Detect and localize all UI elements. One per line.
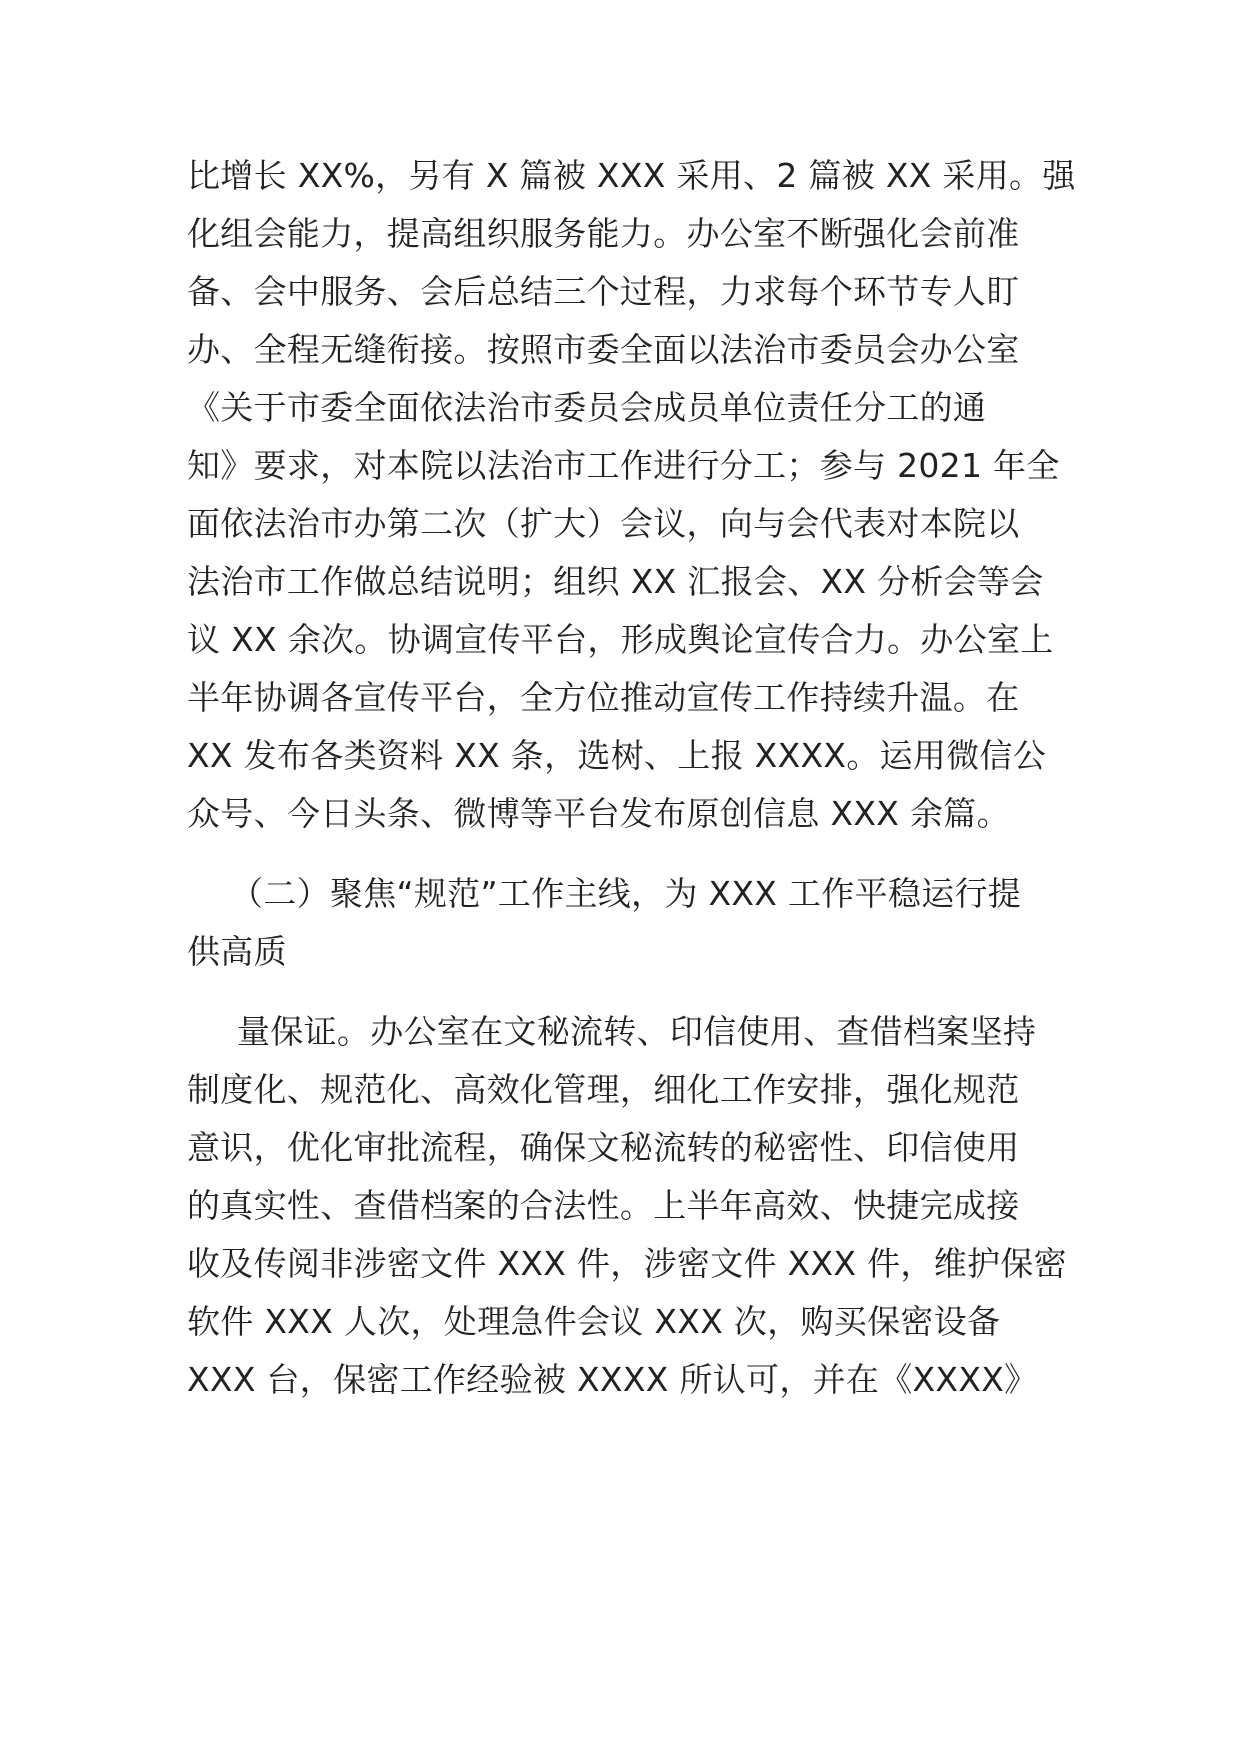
text-line: 化组会能力，提高组织服务能力。办公室不断强化会前准 <box>187 214 1020 253</box>
text-line: 《关于市委全面依法治市委员会成员单位责任分工的通 <box>187 388 987 427</box>
text-line: XX 发布各类资料 XX 条，选树、上报 XXXX。运用微信公 <box>187 736 1047 775</box>
text-line: 备、会中服务、会后总结三个过程，力求每个环节专人盯 <box>187 272 1020 311</box>
text-line: 软件 XXX 人次，处理急件会议 XXX 次，购买保密设备 <box>187 1302 1001 1341</box>
text-line: 办、全程无缝衔接。按照市委全面以法治市委员会办公室 <box>187 330 1020 369</box>
text-line: 量保证。办公室在文秘流转、印信使用、查借档案坚持 <box>237 1012 1037 1051</box>
text-line: 比增长 XX%，另有 X 篇被 XXX 采用、2 篇被 XX 采用。强 <box>187 156 1076 195</box>
text-line: 法治市工作做总结说明；组织 XX 汇报会、XX 分析会等会 <box>187 562 1044 601</box>
text-line: 意识，优化审批流程，确保文秘流转的秘密性、印信使用 <box>187 1128 1020 1167</box>
text-line: 供高质 <box>187 932 287 971</box>
text-line: 制度化、规范化、高效化管理，细化工作安排，强化规范 <box>187 1070 1020 1109</box>
text-line: 面依法治市办第二次（扩大）会议，向与会代表对本院以 <box>187 504 1020 543</box>
text-line: 知》要求，对本院以法治市工作进行分工；参与 2021 年全 <box>187 446 1060 485</box>
text-line: 收及传阅非涉密文件 XXX 件，涉密文件 XXX 件，维护保密 <box>187 1244 1067 1283</box>
text-line: XXX 台，保密工作经验被 XXXX 所认可，并在《XXXX》 <box>187 1360 1038 1399</box>
text-line: （二）聚焦“规范”工作主线，为 XXX 工作平稳运行提 <box>230 874 1022 913</box>
text-line: 众号、今日头条、微博等平台发布原创信息 XXX 余篇。 <box>187 794 1010 833</box>
text-line: 的真实性、查借档案的合法性。上半年高效、快捷完成接 <box>187 1186 1020 1225</box>
text-line: 议 XX 余次。协调宣传平台，形成舆论宣传合力。办公室上 <box>187 620 1054 659</box>
text-line: 半年协调各宣传平台，全方位推动宣传工作持续升温。在 <box>187 678 1020 717</box>
